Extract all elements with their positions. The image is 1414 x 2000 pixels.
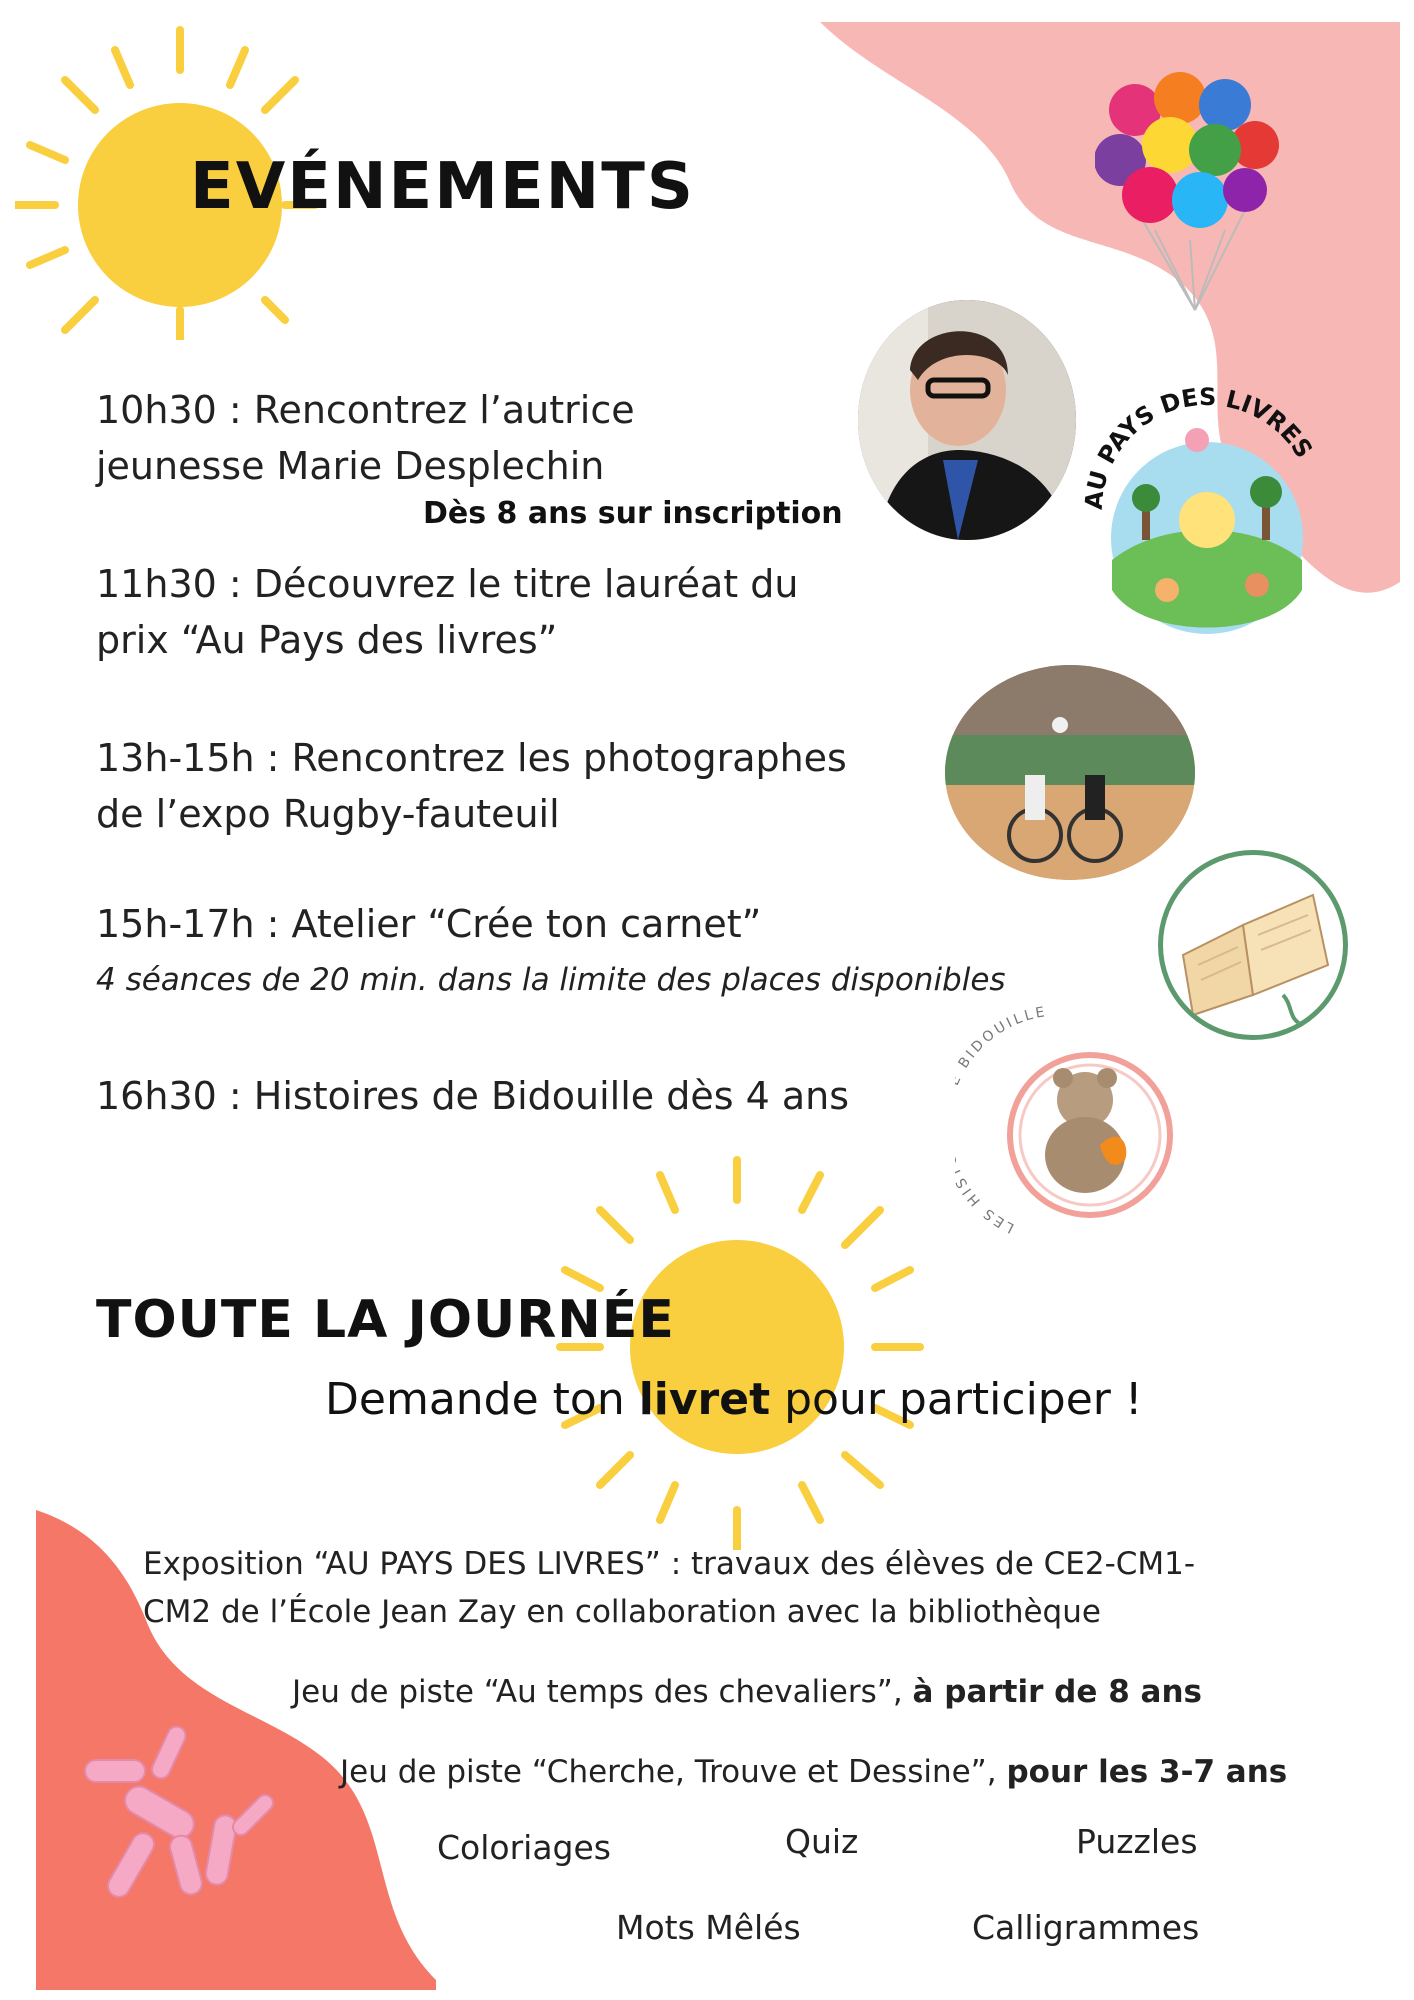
balloon-dog-icon [70,1720,290,1920]
event-3-line2: de l’expo Rugby-fauteuil [96,792,560,836]
au-pays-des-livres-badge [1072,380,1342,640]
expo-line-2: CM2 de l’École Jean Zay en collaboration avec la bibliothèque [143,1594,1101,1630]
rugby-fauteuil-photo [945,665,1195,880]
livret-lead: Demande ton livret pour participer ! [325,1374,1143,1425]
event-3-line1: 13h-15h : Rencontrez les photographes [96,736,847,780]
svg-text:AU PAYS DES LIVRES: AU PAYS DES LIVRES [1079,382,1319,511]
balloons-icon [1095,70,1285,330]
event-time: 10h30 [96,388,217,432]
expo-line-1: Exposition “AU PAYS DES LIVRES” : travaux des élèves de CE2-CM1- [143,1546,1196,1582]
jeu-de-piste-chevaliers: Jeu de piste “Au temps des chevaliers”, à partir de 8 ans [292,1674,1202,1710]
activity-item: Coloriages [437,1828,611,1867]
activity-item: Mots Mêlés [616,1908,801,1947]
event-time: 11h30 [96,562,217,606]
event-1-note: Dès 8 ans sur inscription [423,496,843,531]
event-2-line2: prix “Au Pays des livres” [96,618,558,662]
sun-icon [540,1150,940,1550]
histoires-de-bidouille-badge [955,1005,1195,1245]
event-4-line1: 15h-17h : Atelier “Crée ton carnet” [96,902,762,946]
all-day-title: TOUTE LA JOURNÉE [96,1290,675,1350]
author-portrait-photo [858,300,1076,540]
svg-text:LES HISTOIRES DE BIDOUILLE: LES HI BIDOUILLE [955,1005,1049,1236]
activity-item: Calligrammes [972,1908,1200,1947]
activity-item: Puzzles [1076,1822,1198,1861]
jeu-de-piste-cherche: Jeu de piste “Cherche, Trouve et Dessine”, pour les 3-7 ans [340,1754,1288,1790]
event-4-note: 4 séances de 20 min. dans la limite des places disponibles [96,962,1006,998]
event-1-line1: 10h30 : Rencontrez l’autrice [96,388,635,432]
page-title: EVÉNEMENTS [190,150,695,224]
event-5-line1: 16h30 : Histoires de Bidouille dès 4 ans [96,1074,850,1118]
event-time: 15h-17h [96,902,255,946]
activity-item: Quiz [785,1822,859,1861]
event-time: 16h30 [96,1074,217,1118]
event-time: 13h-15h [96,736,255,780]
event-2-line1: 11h30 : Découvrez le titre lauréat du [96,562,799,606]
event-1-line2: jeunesse Marie Desplechin [96,444,605,488]
